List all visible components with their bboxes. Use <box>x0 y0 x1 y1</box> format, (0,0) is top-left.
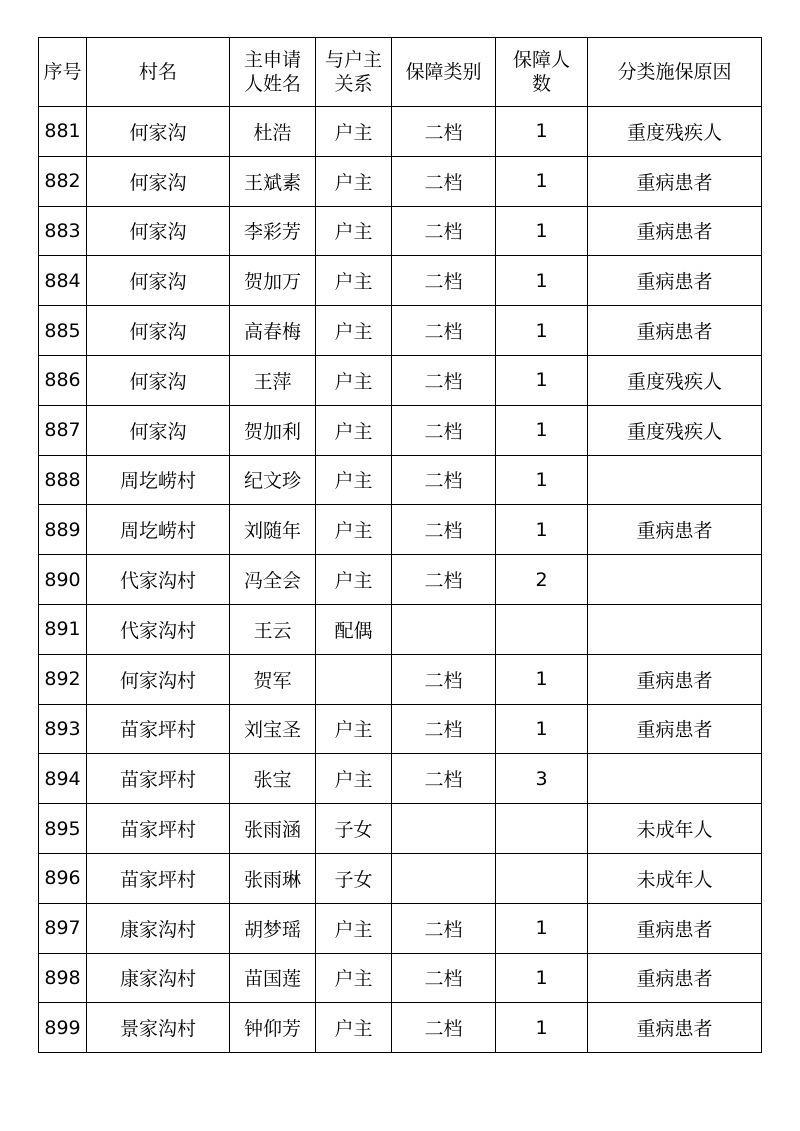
serial-number-cell: 899 <box>39 1003 87 1053</box>
category-cell: 二档 <box>392 355 496 405</box>
category-cell: 二档 <box>392 704 496 754</box>
village-name-cell: 何家沟 <box>87 107 230 157</box>
covered-persons-cell: 1 <box>496 953 588 1003</box>
applicant-name-cell: 苗国莲 <box>230 953 316 1003</box>
covered-persons-cell <box>496 804 588 854</box>
table-row <box>39 306 762 356</box>
village-name-cell: 康家沟村 <box>87 953 230 1003</box>
village-name-cell: 何家沟村 <box>87 654 230 704</box>
reason-cell: 重病患者 <box>588 156 762 206</box>
covered-persons-cell: 1 <box>496 256 588 306</box>
village-name-cell: 何家沟 <box>87 355 230 405</box>
village-name-cell: 何家沟 <box>87 306 230 356</box>
relation-cell: 户主 <box>316 555 392 605</box>
relation-cell: 户主 <box>316 107 392 157</box>
reason-cell: 重度残疾人 <box>588 405 762 455</box>
category-cell: 二档 <box>392 505 496 555</box>
covered-persons-cell: 1 <box>496 903 588 953</box>
applicant-name-cell: 贺加万 <box>230 256 316 306</box>
category-cell: 二档 <box>392 953 496 1003</box>
village-name-cell: 何家沟 <box>87 405 230 455</box>
covered-persons-cell: 1 <box>496 704 588 754</box>
covered-persons-cell: 1 <box>496 206 588 256</box>
applicant-name-cell: 贺加利 <box>230 405 316 455</box>
table-row <box>39 953 762 1003</box>
applicant-name-cell: 胡梦瑶 <box>230 903 316 953</box>
covered-persons-cell <box>496 604 588 654</box>
covered-persons-cell: 1 <box>496 654 588 704</box>
reason-cell: 重病患者 <box>588 704 762 754</box>
applicant-name-cell: 高春梅 <box>230 306 316 356</box>
applicant-name-cell: 王云 <box>230 604 316 654</box>
village-name-cell: 苗家坪村 <box>87 853 230 903</box>
relation-cell: 户主 <box>316 903 392 953</box>
village-name-cell: 周圪崂村 <box>87 505 230 555</box>
covered-persons-cell: 1 <box>496 107 588 157</box>
reason-cell: 重度残疾人 <box>588 355 762 405</box>
reason-cell: 重病患者 <box>588 306 762 356</box>
relation-cell <box>316 654 392 704</box>
category-cell <box>392 853 496 903</box>
applicant-name-cell: 王萍 <box>230 355 316 405</box>
serial-number-cell: 895 <box>39 804 87 854</box>
covered-persons-cell: 1 <box>496 156 588 206</box>
covered-persons-cell: 1 <box>496 455 588 505</box>
category-cell: 二档 <box>392 156 496 206</box>
serial-number-cell: 890 <box>39 555 87 605</box>
table-row <box>39 853 762 903</box>
reason-cell <box>588 455 762 505</box>
applicant-name-cell: 李彩芳 <box>230 206 316 256</box>
reason-cell: 重病患者 <box>588 256 762 306</box>
covered-persons-cell: 1 <box>496 1003 588 1053</box>
village-name-cell: 周圪崂村 <box>87 455 230 505</box>
applicant-name-cell: 刘随年 <box>230 505 316 555</box>
relation-cell: 户主 <box>316 754 392 804</box>
applicant-name-cell: 杜浩 <box>230 107 316 157</box>
reason-cell: 重病患者 <box>588 953 762 1003</box>
village-name-cell: 代家沟村 <box>87 555 230 605</box>
village-name-cell: 景家沟村 <box>87 1003 230 1053</box>
covered-persons-cell: 1 <box>496 306 588 356</box>
table-row <box>39 107 762 157</box>
covered-persons-cell: 3 <box>496 754 588 804</box>
table-header-row <box>39 38 762 107</box>
serial-number-cell: 883 <box>39 206 87 256</box>
covered-persons-cell: 1 <box>496 355 588 405</box>
category-cell: 二档 <box>392 754 496 804</box>
applicant-name-cell: 张雨琳 <box>230 853 316 903</box>
table-row <box>39 405 762 455</box>
covered-persons-cell <box>496 853 588 903</box>
applicant-name-cell: 贺军 <box>230 654 316 704</box>
table-row <box>39 654 762 704</box>
table-row <box>39 355 762 405</box>
table-body <box>39 107 762 1053</box>
serial-number-cell: 891 <box>39 604 87 654</box>
reason-cell: 未成年人 <box>588 853 762 903</box>
category-cell: 二档 <box>392 1003 496 1053</box>
table-row <box>39 505 762 555</box>
relation-cell: 子女 <box>316 804 392 854</box>
serial-number-cell: 888 <box>39 455 87 505</box>
covered-persons-cell: 2 <box>496 555 588 605</box>
header-covered-persons: 保障人 数 <box>496 38 588 107</box>
relation-cell: 户主 <box>316 156 392 206</box>
table-row <box>39 804 762 854</box>
serial-number-cell: 887 <box>39 405 87 455</box>
applicant-name-cell: 刘宝圣 <box>230 704 316 754</box>
village-name-cell: 何家沟 <box>87 156 230 206</box>
header-village-name: 村名 <box>87 38 230 107</box>
applicant-name-cell: 冯全会 <box>230 555 316 605</box>
serial-number-cell: 882 <box>39 156 87 206</box>
covered-persons-cell: 1 <box>496 505 588 555</box>
category-cell: 二档 <box>392 107 496 157</box>
village-name-cell: 康家沟村 <box>87 903 230 953</box>
assistance-roster-table <box>38 37 762 1053</box>
header-relation-to-head: 与户主 关系 <box>316 38 392 107</box>
applicant-name-cell: 纪文珍 <box>230 455 316 505</box>
category-cell: 二档 <box>392 654 496 704</box>
table-row <box>39 903 762 953</box>
category-cell: 二档 <box>392 555 496 605</box>
serial-number-cell: 896 <box>39 853 87 903</box>
category-cell: 二档 <box>392 405 496 455</box>
category-cell: 二档 <box>392 206 496 256</box>
serial-number-cell: 889 <box>39 505 87 555</box>
reason-cell: 重病患者 <box>588 654 762 704</box>
table-row <box>39 604 762 654</box>
header-assistance-category: 保障类别 <box>392 38 496 107</box>
relation-cell: 配偶 <box>316 604 392 654</box>
relation-cell: 户主 <box>316 953 392 1003</box>
category-cell: 二档 <box>392 256 496 306</box>
reason-cell: 重病患者 <box>588 206 762 256</box>
serial-number-cell: 893 <box>39 704 87 754</box>
category-cell <box>392 804 496 854</box>
relation-cell: 户主 <box>316 455 392 505</box>
reason-cell: 重度残疾人 <box>588 107 762 157</box>
serial-number-cell: 885 <box>39 306 87 356</box>
category-cell: 二档 <box>392 903 496 953</box>
applicant-name-cell: 钟仰芳 <box>230 1003 316 1053</box>
serial-number-cell: 897 <box>39 903 87 953</box>
header-assistance-reason: 分类施保原因 <box>588 38 762 107</box>
relation-cell: 户主 <box>316 355 392 405</box>
category-cell: 二档 <box>392 306 496 356</box>
reason-cell: 未成年人 <box>588 804 762 854</box>
serial-number-cell: 894 <box>39 754 87 804</box>
table-row <box>39 704 762 754</box>
relation-cell: 户主 <box>316 704 392 754</box>
relation-cell: 户主 <box>316 256 392 306</box>
table-row <box>39 455 762 505</box>
reason-cell: 重病患者 <box>588 505 762 555</box>
table-row <box>39 754 762 804</box>
village-name-cell: 苗家坪村 <box>87 754 230 804</box>
relation-cell: 子女 <box>316 853 392 903</box>
applicant-name-cell: 张宝 <box>230 754 316 804</box>
village-name-cell: 代家沟村 <box>87 604 230 654</box>
relation-cell: 户主 <box>316 505 392 555</box>
village-name-cell: 何家沟 <box>87 256 230 306</box>
reason-cell: 重病患者 <box>588 903 762 953</box>
village-name-cell: 何家沟 <box>87 206 230 256</box>
serial-number-cell: 881 <box>39 107 87 157</box>
relation-cell: 户主 <box>316 1003 392 1053</box>
table-row <box>39 206 762 256</box>
serial-number-cell: 886 <box>39 355 87 405</box>
applicant-name-cell: 张雨涵 <box>230 804 316 854</box>
reason-cell <box>588 754 762 804</box>
serial-number-cell: 898 <box>39 953 87 1003</box>
relation-cell: 户主 <box>316 206 392 256</box>
serial-number-cell: 892 <box>39 654 87 704</box>
header-serial-number: 序号 <box>39 38 87 107</box>
village-name-cell: 苗家坪村 <box>87 804 230 854</box>
serial-number-cell: 884 <box>39 256 87 306</box>
table-row <box>39 555 762 605</box>
village-name-cell: 苗家坪村 <box>87 704 230 754</box>
relation-cell: 户主 <box>316 306 392 356</box>
table-row <box>39 256 762 306</box>
covered-persons-cell: 1 <box>496 405 588 455</box>
category-cell <box>392 604 496 654</box>
reason-cell <box>588 555 762 605</box>
category-cell: 二档 <box>392 455 496 505</box>
reason-cell: 重病患者 <box>588 1003 762 1053</box>
reason-cell <box>588 604 762 654</box>
header-applicant-name: 主申请 人姓名 <box>230 38 316 107</box>
table-row <box>39 1003 762 1053</box>
table-row <box>39 156 762 206</box>
relation-cell: 户主 <box>316 405 392 455</box>
applicant-name-cell: 王斌素 <box>230 156 316 206</box>
